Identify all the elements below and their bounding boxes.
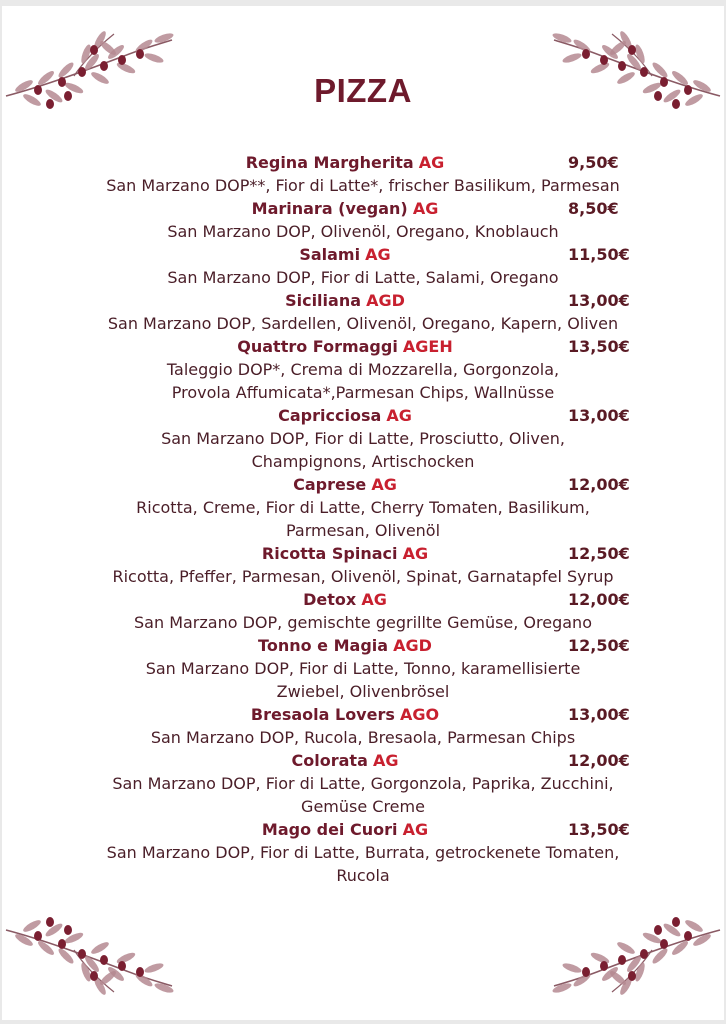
menu-item-description-line: Champignons, Artischocken	[251, 452, 475, 471]
menu-item	[0, 197, 726, 243]
menu-item-description	[73, 358, 653, 404]
menu-item-allergens: AG	[386, 406, 412, 425]
menu-item-price: 13,00€	[568, 406, 630, 425]
menu-item-description	[73, 266, 653, 289]
menu-item-allergens: AGD	[366, 291, 405, 310]
menu-item-description	[73, 611, 653, 634]
menu-item-description-line: Gemüse Creme	[301, 797, 425, 816]
menu-item-price: 8,50€	[568, 199, 619, 218]
menu-item-allergens: AG	[371, 475, 397, 494]
menu-item-allergens: AG	[365, 245, 391, 264]
menu-item-header	[0, 289, 726, 312]
menu-item-description-line: San Marzano DOP, gemischte gegrillte Gemüse, Oregano	[134, 613, 592, 632]
menu-item-description-line: Ricotta, Pfeffer, Parmesan, Olivenöl, Spinat, Garnatapfel Syrup	[112, 567, 614, 586]
menu-item-name: Tonno e Magia	[258, 636, 389, 655]
menu-item-header	[0, 151, 726, 174]
menu-item	[0, 151, 726, 197]
menu-item-price: 12,00€	[568, 475, 630, 494]
menu-item-header	[0, 542, 726, 565]
menu-item	[0, 749, 726, 818]
menu-item-header	[0, 243, 726, 266]
menu-item-description	[73, 220, 653, 243]
menu-item-description	[73, 726, 653, 749]
menu-item	[0, 634, 726, 703]
menu-item-description	[73, 841, 653, 887]
menu-list	[0, 151, 726, 887]
menu-item-price: 11,50€	[568, 245, 630, 264]
menu-item-name: Marinara (vegan)	[251, 199, 408, 218]
menu-item-description-line: San Marzano DOP, Fior di Latte, Gorgonzola, Paprika, Zucchini,	[112, 774, 614, 793]
menu-item-description	[73, 657, 653, 703]
menu-item-price: 12,00€	[568, 590, 630, 609]
menu-item	[0, 335, 726, 404]
menu-item-name: Mago dei Cuori	[261, 820, 398, 839]
menu-item-price: 13,00€	[568, 705, 630, 724]
menu-item-description	[73, 565, 653, 588]
menu-item-name: Bresaola Lovers	[250, 705, 395, 724]
menu-item-name: Quattro Formaggi	[237, 337, 398, 356]
menu-item-header	[0, 588, 726, 611]
menu-item-allergens: AG	[402, 820, 429, 839]
menu-item-name: Ricotta Spinaci	[261, 544, 398, 563]
menu-item-description	[73, 496, 653, 542]
menu-item-allergens: AGEH	[402, 337, 453, 356]
menu-item-price: 13,50€	[568, 337, 630, 356]
menu-item-description-line: San Marzano DOP, Fior di Latte, Burrata, getrockenete Tomaten,	[106, 843, 620, 862]
menu-item-header	[0, 749, 726, 772]
menu-item-allergens: AG	[402, 544, 429, 563]
menu-item-name: Siciliana	[285, 291, 362, 310]
menu-item-allergens: AG	[372, 751, 399, 770]
menu-item-description	[73, 772, 653, 818]
menu-item-description-line: San Marzano DOP, Sardellen, Olivenöl, Oregano, Kapern, Oliven	[107, 314, 619, 333]
menu-item-price: 12,50€	[568, 636, 630, 655]
menu-item	[0, 404, 726, 473]
menu-item-name: Colorata	[291, 751, 368, 770]
menu-item-description-line: San Marzano DOP, Rucola, Bresaola, Parmesan Chips	[150, 728, 576, 747]
menu-item-allergens: AG	[361, 590, 387, 609]
menu-item-header	[0, 197, 726, 220]
menu-item-price: 12,50€	[568, 544, 630, 563]
olive-branch-icon	[4, 900, 174, 1000]
menu-item	[0, 289, 726, 335]
menu-item-name: Capricciosa	[278, 406, 382, 425]
menu-item-description-line: San Marzano DOP, Fior di Latte, Prosciutto, Oliven,	[161, 429, 565, 448]
menu-item-description-line: San Marzano DOP, Fior di Latte, Tonno, karamellisierte	[145, 659, 581, 678]
menu-item-description	[73, 427, 653, 473]
menu-item	[0, 588, 726, 634]
menu-item-name: Detox	[303, 590, 357, 609]
menu-item	[0, 243, 726, 289]
menu-item-price: 12,00€	[568, 751, 630, 770]
menu-item	[0, 542, 726, 588]
menu-item-allergens: AGD	[393, 636, 432, 655]
menu-item-header	[0, 634, 726, 657]
menu-item-description-line: Rucola	[336, 866, 390, 885]
menu-item-header	[0, 473, 726, 496]
menu-item-name: Salami	[299, 245, 361, 264]
menu-item-description-line: Ricotta, Creme, Fior di Latte, Cherry Tomaten, Basilikum,	[136, 498, 590, 517]
menu-item-allergens: AG	[418, 153, 445, 172]
page-title: PIZZA	[314, 72, 412, 109]
menu-item-description	[73, 174, 653, 197]
olive-branch-icon	[552, 900, 722, 1000]
menu-item-description-line: Taleggio DOP*, Crema di Mozzarella, Gorgonzola,	[166, 360, 560, 379]
menu-item-description-line: Zwiebel, Olivenbrösel	[276, 682, 450, 701]
menu-item-description-line: Parmesan, Olivenöl	[285, 521, 441, 540]
menu-item-header	[0, 335, 726, 358]
menu-item-header	[0, 703, 726, 726]
menu-item-name: Regina Margherita	[245, 153, 414, 172]
menu-item	[0, 473, 726, 542]
menu-item	[0, 703, 726, 749]
menu-item-price: 13,00€	[568, 291, 630, 310]
menu-item-price: 9,50€	[568, 153, 619, 172]
menu-item	[0, 818, 726, 887]
menu-item-description-line: San Marzano DOP, Fior di Latte, Salami, Oregano	[167, 268, 559, 287]
menu-item-description-line: Provola Affumicata*,Parmesan Chips, Wallnüsse	[171, 383, 555, 402]
menu-item-header	[0, 404, 726, 427]
menu-item-allergens: AGO	[399, 705, 440, 724]
menu-item-description-line: San Marzano DOP, Olivenöl, Oregano, Knoblauch	[167, 222, 559, 241]
menu-item-header	[0, 818, 726, 841]
menu-item-description-line: San Marzano DOP**, Fior di Latte*, frischer Basilikum, Parmesan	[106, 176, 620, 195]
menu-item-name: Caprese	[293, 475, 367, 494]
menu-item-description	[73, 312, 653, 335]
menu-item-price: 13,50€	[568, 820, 630, 839]
menu-item-allergens: AG	[412, 199, 439, 218]
